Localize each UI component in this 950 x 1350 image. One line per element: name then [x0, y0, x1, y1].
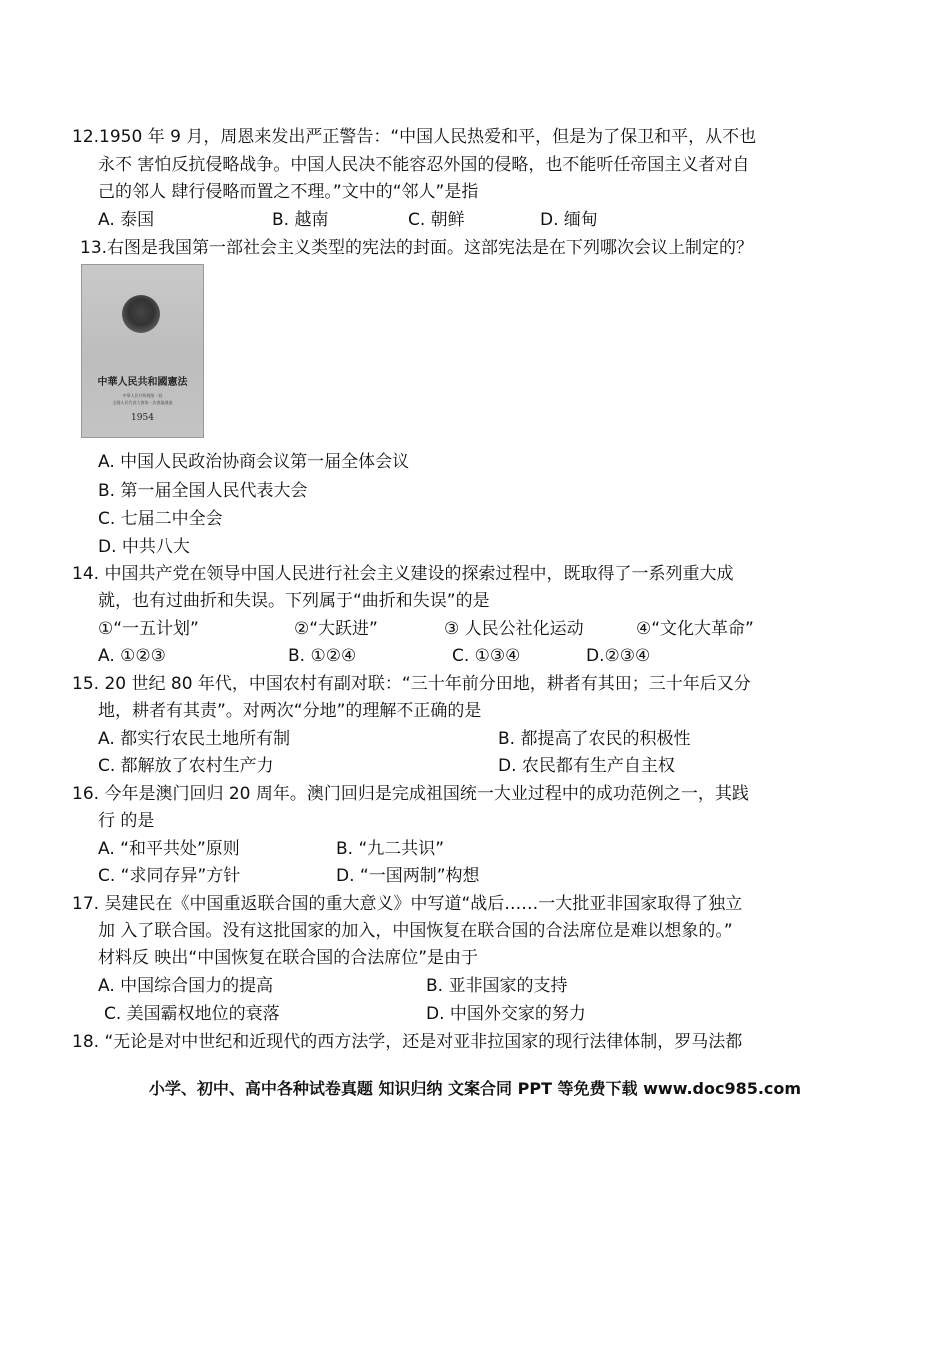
- q14-line-2: 就，也有过曲折和失误。下列属于“曲折和失误”的是: [98, 591, 490, 611]
- q17-option-a: A. 中国综合国力的提高: [98, 976, 274, 996]
- q13-option-a: A. 中国人民政治协商会议第一届全体会议: [98, 452, 410, 472]
- q14-option-b: B. ①②④: [288, 646, 357, 666]
- q12-option-d: D. 缅甸: [540, 210, 598, 230]
- q16-line-2: 行 的是: [98, 811, 155, 831]
- q17-option-b: B. 亚非国家的支持: [426, 976, 568, 996]
- page-footer: 小学、初中、高中各种试卷真题 知识归纳 文案合同 PPT 等免费下载 www.doc985.com: [148, 1079, 802, 1098]
- q14-item-4: ④“文化大革命”: [636, 619, 754, 639]
- q12-line-2: 永不 害怕反抗侵略战争。中国人民决不能容忍外国的侵略，也不能听任帝国主义者对自: [98, 155, 750, 175]
- q17-option-c: C. 美国霸权地位的衰落: [104, 1004, 280, 1024]
- q15-line-1: 15. 20 世纪 80 年代，中国农村有副对联：“三十年前分田地，耕者有其田；三十年后又分: [72, 674, 751, 694]
- cover-year: 1954: [131, 413, 154, 423]
- q12-line-3: 己的邻人 肆行侵略而置之不理。”文中的“邻人”是指: [98, 182, 479, 202]
- q15-option-b: B. 都提高了农民的积极性: [498, 729, 691, 749]
- q14-item-3: ③ 人民公社化运动: [444, 619, 584, 639]
- q14-option-c: C. ①③④: [452, 646, 521, 666]
- national-emblem-icon: [122, 295, 160, 333]
- q12-option-c: C. 朝鲜: [408, 210, 465, 230]
- q17-line-2: 加 入了联合国。没有这批国家的加入，中国恢复在联合国的合法席位是难以想象的。”: [98, 921, 733, 941]
- q15-option-a: A. 都实行农民土地所有制: [98, 729, 291, 749]
- q15-option-c: C. 都解放了农村生产力: [98, 756, 274, 776]
- q17-line-3: 材料反 映出“中国恢复在联合国的合法席位”是由于: [98, 948, 479, 968]
- cover-title: 中華人民共和國憲法: [97, 377, 188, 388]
- q15-option-d: D. 农民都有生产自主权: [498, 756, 675, 776]
- q16-line-1: 16. 今年是澳门回归 20 周年。澳门回归是完成祖国统一大业过程中的成功范例之一，其践: [72, 784, 749, 804]
- q16-option-c: C. “求同存异”方针: [98, 866, 241, 886]
- q13-option-b: B. 第一届全国人民代表大会: [98, 481, 308, 501]
- q12-line-1: 12.1950 年 9 月，周恩来发出严正警告：“中国人民热爱和平，但是为了保卫和平，从不也: [72, 127, 757, 147]
- q14-option-a: A. ①②③: [98, 646, 166, 666]
- q13-option-d: D. 中共八大: [98, 537, 190, 557]
- q14-option-d: D.②③④: [586, 646, 651, 666]
- q16-option-a: A. “和平共处”原则: [98, 839, 240, 859]
- q17-line-1: 17. 吴建民在《中国重返联合国的重大意义》中写道“战后……一大批亚非国家取得了独立: [72, 894, 743, 914]
- q16-option-d: D. “一国两制”构想: [336, 866, 480, 886]
- constitution-cover-image: [81, 264, 204, 438]
- q14-item-1: ①“一五计划”: [98, 619, 199, 639]
- q15-line-2: 地，耕者有其责”。对两次“分地”的理解不正确的是: [98, 701, 482, 721]
- cover-subtitle-1: 中華人民共和國第一屆: [122, 393, 163, 398]
- q16-option-b: B. “九二共识”: [336, 839, 445, 859]
- q12-option-a: A. 泰国: [98, 210, 155, 230]
- q18-line-1: 18. “无论是对中世纪和近现代的西方法学，还是对亚非拉国家的现行法律体制，罗马法都: [72, 1032, 743, 1052]
- q14-item-2: ②“大跃进”: [294, 619, 378, 639]
- q17-option-d: D. 中国外交家的努力: [426, 1004, 586, 1024]
- q12-option-b: B. 越南: [272, 210, 329, 230]
- q13-option-c: C. 七届二中全会: [98, 509, 223, 529]
- q14-line-1: 14. 中国共产党在领导中国人民进行社会主义建设的探索过程中，既取得了一系列重大成: [72, 564, 734, 584]
- cover-subtitle-2: 全國人民代表大會第一次會議通過: [112, 400, 173, 405]
- q13-stem: 13.右图是我国第一部社会主义类型的宪法的封面。这部宪法是在下列哪次会议上制定的？: [80, 238, 754, 258]
